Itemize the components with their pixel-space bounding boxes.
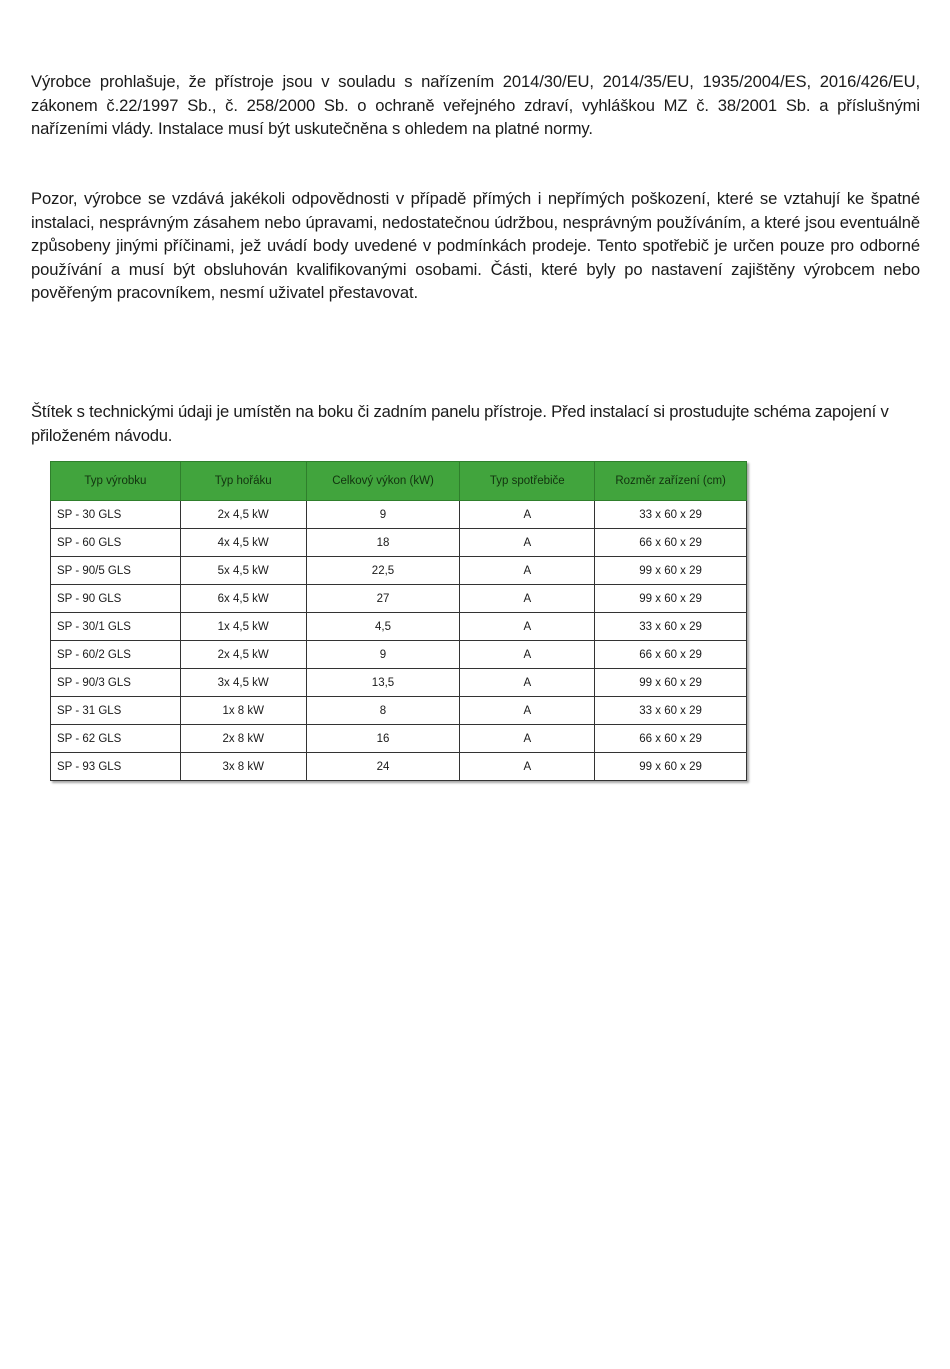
cell-type: A xyxy=(460,557,595,585)
cell-burner: 3x 4,5 kW xyxy=(180,669,306,697)
table-row xyxy=(51,557,747,585)
cell-dimensions: 99 x 60 x 29 xyxy=(595,669,747,697)
table-row xyxy=(51,725,747,753)
cell-burner: 2x 4,5 kW xyxy=(180,501,306,529)
table-row xyxy=(51,697,747,725)
cell-power: 13,5 xyxy=(306,669,460,697)
table-row xyxy=(51,641,747,669)
header-product-type: Typ výrobku xyxy=(51,462,181,501)
cell-model: SP - 93 GLS xyxy=(51,753,181,781)
cell-type: A xyxy=(460,613,595,641)
table-row xyxy=(51,529,747,557)
header-appliance-type: Typ spotřebiče xyxy=(460,462,595,501)
cell-type: A xyxy=(460,697,595,725)
cell-model: SP - 90 GLS xyxy=(51,585,181,613)
cell-dimensions: 66 x 60 x 29 xyxy=(595,641,747,669)
cell-type: A xyxy=(460,725,595,753)
cell-dimensions: 66 x 60 x 29 xyxy=(595,725,747,753)
cell-model: SP - 31 GLS xyxy=(51,697,181,725)
table-row xyxy=(51,501,747,529)
cell-dimensions: 33 x 60 x 29 xyxy=(595,501,747,529)
table-row xyxy=(51,585,747,613)
cell-burner: 5x 4,5 kW xyxy=(180,557,306,585)
cell-type: A xyxy=(460,501,595,529)
cell-type: A xyxy=(460,753,595,781)
header-dimensions: Rozměr zařízení (cm) xyxy=(595,462,747,501)
cell-model: SP - 60/2 GLS xyxy=(51,641,181,669)
cell-type: A xyxy=(460,641,595,669)
cell-power: 22,5 xyxy=(306,557,460,585)
cell-model: SP - 90/3 GLS xyxy=(51,669,181,697)
cell-power: 9 xyxy=(306,501,460,529)
cell-dimensions: 33 x 60 x 29 xyxy=(595,697,747,725)
cell-burner: 2x 4,5 kW xyxy=(180,641,306,669)
cell-dimensions: 99 x 60 x 29 xyxy=(595,557,747,585)
table-header-row xyxy=(51,462,747,501)
cell-burner: 6x 4,5 kW xyxy=(180,585,306,613)
table-row xyxy=(51,669,747,697)
cell-burner: 1x 4,5 kW xyxy=(180,613,306,641)
cell-type: A xyxy=(460,529,595,557)
cell-dimensions: 66 x 60 x 29 xyxy=(595,529,747,557)
liability-warning-paragraph: Pozor, výrobce se vzdává jakékoli odpovědnosti v případě přímých i nepřímých poškození, které se vztahují ke špatné instalaci, nesprávným zásahem nebo úpravami, nedostatečnou údržbou, nesprávným používáním, a které jsou eventuálně způsobeny jinými příčinami, jež uvádí body uvedené v podmínkách prodeje. Tento spotřebič je určen pouze pro odborné používání a musí být obsluhován kvalifikovanými osobami. Části, které byly po nastavení zajištěny výrobcem nebo pověřeným pracovníkem, nesmí uživatel přestavovat. xyxy=(31,189,920,302)
cell-dimensions: 99 x 60 x 29 xyxy=(595,585,747,613)
cell-power: 16 xyxy=(306,725,460,753)
cell-power: 18 xyxy=(306,529,460,557)
cell-power: 9 xyxy=(306,641,460,669)
cell-power: 24 xyxy=(306,753,460,781)
product-spec-table xyxy=(50,461,747,781)
cell-model: SP - 62 GLS xyxy=(51,725,181,753)
cell-model: SP - 30/1 GLS xyxy=(51,613,181,641)
cell-burner: 4x 4,5 kW xyxy=(180,529,306,557)
cell-type: A xyxy=(460,669,595,697)
cell-power: 27 xyxy=(306,585,460,613)
header-burner-type: Typ hořáku xyxy=(180,462,306,501)
header-total-power: Celkový výkon (kW) xyxy=(306,462,460,501)
cell-dimensions: 99 x 60 x 29 xyxy=(595,753,747,781)
cell-power: 8 xyxy=(306,697,460,725)
cell-burner: 3x 8 kW xyxy=(180,753,306,781)
cell-burner: 2x 8 kW xyxy=(180,725,306,753)
rating-label-paragraph: Štítek s technickými údaji je umístěn na boku či zadním panelu přístroje. Před instalací si prostudujte schéma zapojení v přiloženém návodu. xyxy=(31,402,889,445)
cell-type: A xyxy=(460,585,595,613)
cell-model: SP - 90/5 GLS xyxy=(51,557,181,585)
cell-power: 4,5 xyxy=(306,613,460,641)
cell-model: SP - 60 GLS xyxy=(51,529,181,557)
table-row xyxy=(51,753,747,781)
cell-burner: 1x 8 kW xyxy=(180,697,306,725)
cell-dimensions: 33 x 60 x 29 xyxy=(595,613,747,641)
table-row xyxy=(51,613,747,641)
cell-model: SP - 30 GLS xyxy=(51,501,181,529)
declaration-paragraph: Výrobce prohlašuje, že přístroje jsou v souladu s nařízením 2014/30/EU, 2014/35/EU, 1935/2004/ES, 2016/426/EU, zákonem č.22/1997 Sb., č. 258/2000 Sb. o ochraně veřejného zdraví, vyhláškou MZ č. 38/2001 Sb. a příslušnými nařízeními vlády. Instalace musí být uskutečněna s ohledem na platné normy. xyxy=(31,72,920,138)
